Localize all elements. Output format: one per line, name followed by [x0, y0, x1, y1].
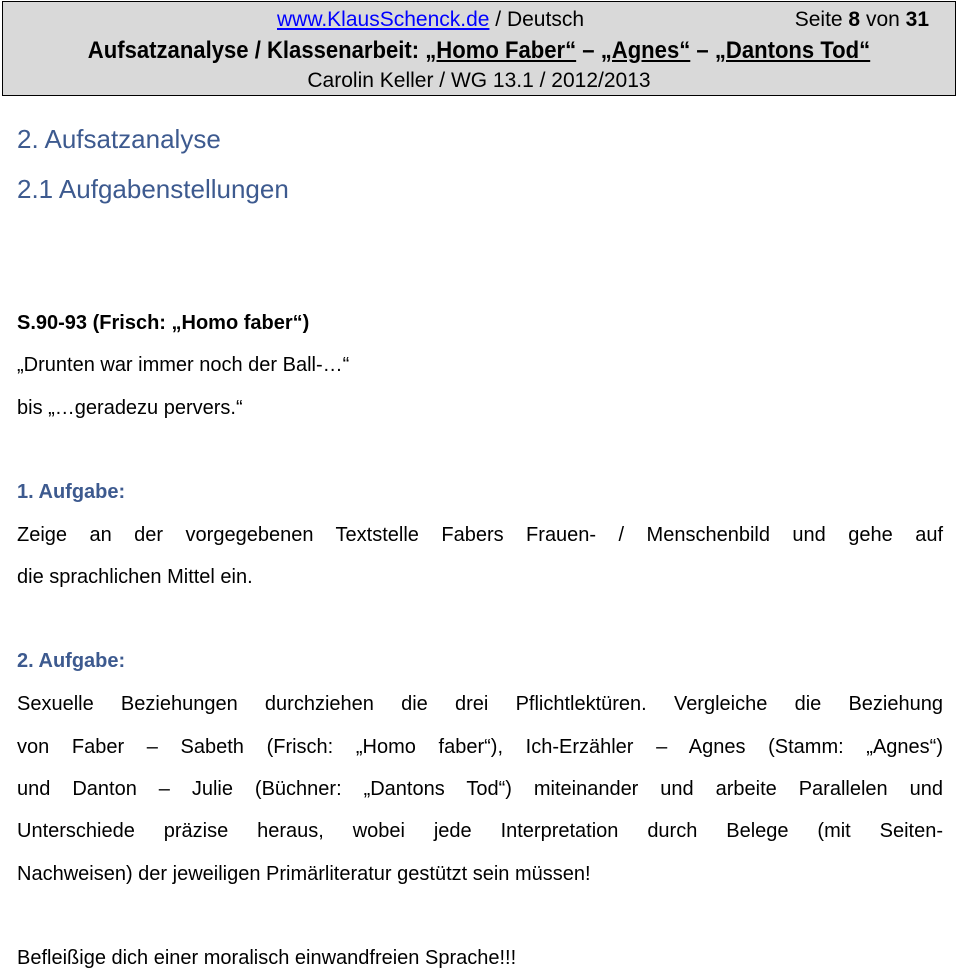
book-title-dantons-tod: „Dantons Tod“: [714, 37, 871, 64]
book-title-homo-faber: „Homo Faber“: [425, 37, 577, 64]
page-label: Seite: [794, 8, 849, 31]
page-current: 8: [848, 8, 861, 31]
task1-line: die sprachlichen Mittel ein.: [17, 566, 253, 588]
quote-end: bis „…geradezu pervers.“: [17, 397, 243, 419]
header-title: [41, 37, 917, 65]
header-site-line: [277, 8, 584, 32]
section-subheading: 2.1 Aufgabenstellungen: [17, 174, 289, 204]
task1-line: Zeige an der vorgegebenen Textstelle Fabers Frauen- / Menschenbild und gehe auf: [17, 524, 943, 546]
task2-heading: 2. Aufgabe:: [17, 650, 126, 672]
page-of: von: [860, 8, 906, 31]
page-header: [2, 1, 956, 96]
header-author: Carolin Keller / WG 13.1 / 2012/2013: [307, 69, 651, 92]
header-subject: / Deutsch: [489, 8, 584, 31]
task2-line: Unterschiede präzise heraus, wobei jede Interpretation durch Belege (mit Seiten-: [17, 820, 943, 842]
task2-line: und Danton – Julie (Büchner: „Dantons Tod“) miteinander und arbeite Parallelen und: [17, 778, 943, 800]
quote-start: „Drunten war immer noch der Ball-…“: [17, 354, 350, 376]
task2-line: Nachweisen) der jeweiligen Primärliteratur gestützt sein müssen!: [17, 863, 591, 885]
section-heading: 2. Aufsatzanalyse: [17, 124, 221, 154]
source-reference: S.90-93 (Frisch: „Homo faber“): [17, 312, 310, 334]
page-total: 31: [905, 8, 929, 31]
closing-remark: Befleißige dich einer moralisch einwandfreien Sprache!!!: [17, 947, 517, 969]
title-dash: –: [576, 37, 601, 64]
header-title-prefix: Aufsatzanalyse / Klassenarbeit:: [87, 37, 426, 64]
book-title-agnes: „Agnes“: [600, 37, 691, 64]
task1-heading: 1. Aufgabe:: [17, 481, 126, 503]
title-dash: –: [690, 37, 715, 64]
task2-line: von Faber – Sabeth (Frisch: „Homo faber“), Ich-Erzähler – Agnes (Stamm: „Agnes“): [17, 736, 943, 758]
page-number: [795, 8, 929, 32]
task2-line: Sexuelle Beziehungen durchziehen die drei Pflichtlektüren. Vergleiche die Beziehung: [17, 693, 943, 715]
site-link[interactable]: www.KlausSchenck.de: [277, 8, 490, 31]
